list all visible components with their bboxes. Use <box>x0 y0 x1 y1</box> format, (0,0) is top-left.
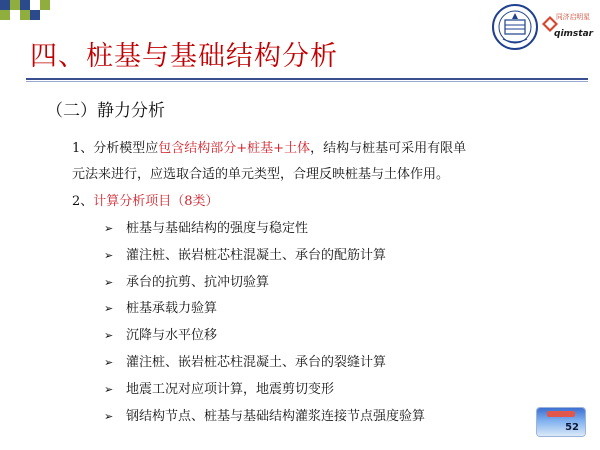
section-subtitle: （二）静力分析 <box>46 101 165 121</box>
bullet-arrow-icon: ➢ <box>104 409 114 423</box>
list-item: ➢ 灌注桩、嵌岩桩芯柱混凝土、承台的配筋计算 <box>104 247 387 263</box>
page-number-badge <box>537 408 585 436</box>
bullet-arrow-icon: ➢ <box>104 248 114 262</box>
para1-suffix: ，结构与桩基可采用有限单 <box>310 141 467 156</box>
para1-highlight: 包含结构部分+桩基+土体 <box>158 141 311 156</box>
checker-decoration <box>0 0 52 28</box>
bullet-arrow-icon: ➢ <box>104 329 114 343</box>
list-item: ➢ 桩基与基础结构的强度与稳定性 <box>104 221 309 236</box>
brand-name-en: qimstar <box>554 29 594 39</box>
para2 <box>72 192 219 212</box>
bullet-arrow-icon: ➢ <box>104 382 114 396</box>
badge-ribbon <box>547 411 575 417</box>
list-item: ➢ 钢结构节点、桩基与基础结构灌浆连接节点强度验算 <box>104 408 426 424</box>
para1-prefix: 1、分析模型应 <box>72 141 159 156</box>
list-item: ➢ 沉降与水平位移 <box>104 328 218 344</box>
brand-name-cn: 同济启明星 <box>556 12 590 21</box>
para1-line1 <box>72 139 466 159</box>
university-seal-logo <box>491 3 539 51</box>
bullet-arrow-icon: ➢ <box>104 275 114 289</box>
page-number: 52 <box>565 422 579 433</box>
slide-title: 四、桩基与基础结构分析 <box>30 41 338 72</box>
list-item: ➢ 灌注桩、嵌岩桩芯柱混凝土、承台的裂缝计算 <box>104 354 387 370</box>
para2-prefix: 2、 <box>72 194 94 209</box>
title-rule <box>26 78 588 80</box>
analysis-items-list <box>104 220 425 434</box>
para1-line2: 元法来进行，应选取合适的单元类型，合理反映桩基与土体作用。 <box>72 167 450 182</box>
para2-highlight: 计算分析项目（8类） <box>93 194 219 209</box>
bullet-arrow-icon: ➢ <box>104 222 114 235</box>
title-rule-thin <box>26 81 588 82</box>
list-item: ➢ 桩基承载力验算 <box>104 301 218 317</box>
list-item: ➢ 地震工况对应项计算，地震剪切变形 <box>104 381 335 397</box>
bullet-arrow-icon: ➢ <box>104 355 114 369</box>
list-item: ➢ 承台的抗剪、抗冲切验算 <box>104 274 270 290</box>
bullet-arrow-icon: ➢ <box>104 302 114 316</box>
